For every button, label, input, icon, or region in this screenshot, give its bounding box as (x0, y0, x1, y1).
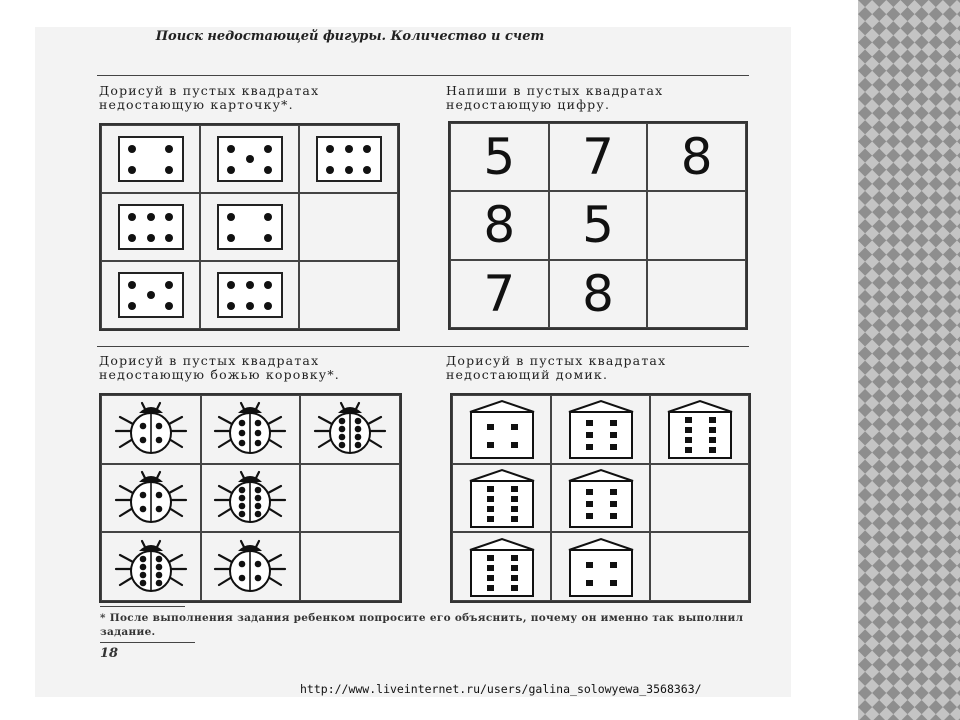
grid-cell (201, 395, 301, 464)
dice-dot (147, 291, 155, 299)
dice-dot (165, 281, 173, 289)
dice-dot (227, 213, 235, 221)
page-title: Поиск недостающей фигуры. Количество и счет (155, 29, 545, 44)
digits-instruction-line1: Напиши в пустых квадратах (446, 83, 664, 98)
dice-dot (264, 281, 272, 289)
ladybug-spot (239, 560, 246, 567)
house-window (709, 427, 716, 433)
grid-cell (650, 395, 749, 464)
ladybug-icon (205, 535, 295, 599)
ladybug-spot (239, 503, 246, 510)
footnote: * После выполнения задания ребенком попросите его объяснить, почему он именно так выполнил задание. (100, 612, 744, 638)
dice-dot (165, 302, 173, 310)
grid-cell (101, 532, 201, 601)
house-window (511, 565, 518, 571)
house-window (586, 432, 593, 438)
ladybug-spot (156, 437, 163, 444)
ladybug-spot (140, 506, 147, 513)
grid-cell (647, 123, 746, 191)
house-window (487, 486, 494, 492)
grid-cell (101, 261, 200, 329)
grid-cell (549, 123, 648, 191)
dice-dot (227, 281, 235, 289)
page-number-rule (100, 642, 195, 643)
ladybug-spot (339, 418, 346, 425)
grid-cell (201, 532, 301, 601)
dice-dot (264, 234, 272, 242)
house-window (511, 575, 518, 581)
empty-cell (650, 464, 749, 533)
house-window (709, 447, 716, 453)
dice-card (217, 272, 283, 318)
dice-card (118, 272, 184, 318)
house-window (511, 555, 518, 561)
house-window (511, 424, 518, 430)
dice-dot (227, 234, 235, 242)
ladybug-spot (140, 423, 147, 430)
digit: 7 (582, 128, 614, 187)
source-url: http://www.liveinternet.ru/users/galina_solowyewa_3568363/ (300, 682, 702, 696)
grid-cell (200, 261, 299, 329)
house-window (685, 447, 692, 453)
ladybug-spot (355, 434, 362, 441)
grid-cell (450, 191, 549, 259)
house-window (586, 501, 593, 507)
dice-dot (246, 155, 254, 163)
ladybug-spot (255, 420, 262, 427)
house-window (511, 585, 518, 591)
ladybug-spot (156, 423, 163, 430)
dice-dot (264, 302, 272, 310)
digit: 8 (483, 196, 516, 255)
houses-instruction-line1: Дорисуй в пустых квадратах (446, 353, 667, 368)
grid-cell (200, 193, 299, 261)
dice-dot (165, 145, 173, 153)
grid-cell (452, 532, 551, 601)
dice-dot (345, 166, 353, 174)
houses-instruction-line2: недостающий домик. (446, 367, 609, 382)
dice-instruction-line1: Дорисуй в пустых квадратах (99, 83, 320, 98)
dice-dot (363, 145, 371, 153)
grid-cell (101, 193, 200, 261)
ladybug-spot (355, 418, 362, 425)
ladybug-spot (355, 426, 362, 433)
ladybug-spot (156, 571, 163, 578)
dice-dot (264, 166, 272, 174)
ladybug-spot (140, 563, 147, 570)
title-rule (97, 75, 749, 76)
dice-grid (99, 123, 400, 331)
house-window (586, 513, 593, 519)
house-window (511, 506, 518, 512)
house-window (685, 417, 692, 423)
ladybug-icon (205, 466, 295, 530)
house-window (586, 580, 593, 586)
house-window (610, 444, 617, 450)
dice-dot (128, 145, 136, 153)
digits-instruction-line2: недостающую цифру. (446, 97, 611, 112)
house-window (586, 562, 593, 568)
ladybugs-task-instruction (99, 354, 340, 382)
ladybug-icon (106, 466, 196, 530)
dice-dot (246, 281, 254, 289)
ladybugs-instruction-line1: Дорисуй в пустых квадратах (99, 353, 320, 368)
ladybug-icon (305, 397, 395, 461)
ladybug-spot (255, 487, 262, 494)
house-window (610, 432, 617, 438)
house-window (610, 489, 617, 495)
grid-cell (200, 125, 299, 193)
ladybug-spot (156, 492, 163, 499)
dice-dot (264, 213, 272, 221)
house-window (487, 506, 494, 512)
empty-cell (300, 532, 400, 601)
house-window (511, 496, 518, 502)
ladybug-icon (106, 535, 196, 599)
ladybug-spot (156, 555, 163, 562)
dice-dot (326, 166, 334, 174)
empty-cell (299, 193, 398, 261)
grid-cell (452, 395, 551, 464)
ladybug-spot (239, 430, 246, 437)
dice-dot (165, 166, 173, 174)
footnote-rule (100, 606, 185, 607)
house-window (511, 516, 518, 522)
grid-cell (450, 123, 549, 191)
house-window (487, 585, 494, 591)
dice-dot (147, 234, 155, 242)
house-icon (663, 398, 737, 460)
house-window (685, 427, 692, 433)
ladybug-spot (239, 574, 246, 581)
grid-cell (101, 395, 201, 464)
dice-dot (227, 166, 235, 174)
ladybug-spot (255, 511, 262, 518)
house-window (709, 437, 716, 443)
house-window (586, 489, 593, 495)
dice-dot (345, 145, 353, 153)
ladybug-spot (140, 571, 147, 578)
digit: 5 (582, 196, 614, 255)
dice-dot (326, 145, 334, 153)
dice-dot (128, 281, 136, 289)
dice-dot (264, 145, 272, 153)
ladybug-spot (156, 506, 163, 513)
dice-dot (128, 213, 136, 221)
houses-grid (450, 393, 751, 603)
section-rule (97, 346, 749, 347)
dice-dot (246, 302, 254, 310)
house-window (487, 565, 494, 571)
house-window (487, 496, 494, 502)
dice-card (316, 136, 382, 182)
grid-cell (450, 260, 549, 328)
ladybug-spot (255, 495, 262, 502)
dice-card (118, 204, 184, 250)
digit: 8 (582, 264, 614, 323)
dice-dot (165, 234, 173, 242)
house-window (610, 580, 617, 586)
house-icon (564, 398, 638, 460)
grid-cell (452, 464, 551, 533)
house-icon (564, 467, 638, 529)
ladybug-spot (140, 437, 147, 444)
page-number: 18 (100, 646, 119, 661)
ladybugs-instruction-line2: недостающую божью коровку*. (99, 367, 340, 382)
ladybug-spot (239, 420, 246, 427)
ladybug-spot (355, 442, 362, 449)
house-window (511, 442, 518, 448)
house-window (610, 501, 617, 507)
house-window (487, 516, 494, 522)
grid-cell (299, 125, 398, 193)
dice-card (217, 136, 283, 182)
ladybug-spot (239, 487, 246, 494)
grid-cell (549, 260, 648, 328)
digit: 8 (680, 128, 713, 187)
ladybug-spot (140, 579, 147, 586)
ladybug-spot (255, 503, 262, 510)
house-window (610, 562, 617, 568)
grid-cell (647, 260, 746, 328)
dice-task-instruction (99, 84, 319, 112)
ladybug-spot (339, 434, 346, 441)
ladybugs-grid (99, 393, 402, 603)
empty-cell (650, 532, 749, 601)
house-window (487, 575, 494, 581)
house-window (610, 420, 617, 426)
digit: 7 (483, 264, 516, 323)
ladybug-spot (255, 440, 262, 447)
digits-grid (448, 121, 748, 330)
grid-cell (101, 464, 201, 533)
dice-dot (128, 166, 136, 174)
grid-cell (551, 395, 650, 464)
dice-dot (128, 302, 136, 310)
ladybug-spot (140, 492, 147, 499)
dice-dot (165, 213, 173, 221)
dice-card (118, 136, 184, 182)
house-window (685, 437, 692, 443)
house-icon (465, 398, 539, 460)
house-window (586, 420, 593, 426)
dice-dot (128, 234, 136, 242)
empty-cell (299, 261, 398, 329)
empty-cell (300, 464, 400, 533)
dice-dot (363, 166, 371, 174)
ladybug-spot (156, 579, 163, 586)
house-window (610, 513, 617, 519)
decorative-checker-frame (858, 0, 960, 720)
grid-cell (201, 464, 301, 533)
ladybug-spot (239, 440, 246, 447)
ladybug-spot (156, 563, 163, 570)
dice-dot (147, 213, 155, 221)
ladybug-spot (255, 574, 262, 581)
grid-cell (647, 191, 746, 259)
dice-instruction-line2: недостающую карточку*. (99, 97, 294, 112)
grid-cell (549, 191, 648, 259)
house-icon (465, 536, 539, 598)
ladybug-spot (255, 430, 262, 437)
ladybug-spot (255, 560, 262, 567)
house-icon (564, 536, 638, 598)
ladybug-icon (205, 397, 295, 461)
grid-cell (551, 532, 650, 601)
houses-task-instruction (446, 354, 666, 382)
dice-dot (227, 145, 235, 153)
grid-cell (300, 395, 400, 464)
house-icon (465, 467, 539, 529)
ladybug-spot (140, 555, 147, 562)
house-window (487, 442, 494, 448)
ladybug-spot (339, 442, 346, 449)
digit: 5 (483, 128, 516, 187)
dice-dot (227, 302, 235, 310)
house-window (487, 424, 494, 430)
ladybug-spot (239, 511, 246, 518)
house-window (586, 444, 593, 450)
house-window (511, 486, 518, 492)
dice-card (217, 204, 283, 250)
ladybug-spot (339, 426, 346, 433)
house-window (487, 555, 494, 561)
ladybug-spot (239, 495, 246, 502)
digits-task-instruction (446, 84, 663, 112)
grid-cell (101, 125, 200, 193)
grid-cell (551, 464, 650, 533)
ladybug-icon (106, 397, 196, 461)
house-window (709, 417, 716, 423)
